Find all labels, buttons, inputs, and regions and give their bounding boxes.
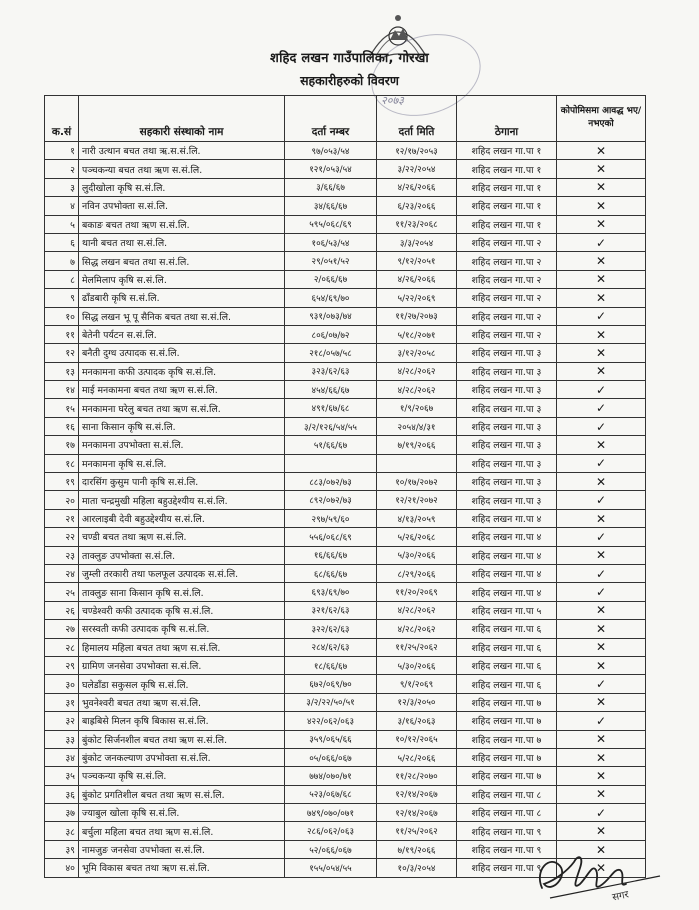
registration-date: ४/२६/२०६६ xyxy=(377,178,457,196)
table-row xyxy=(45,307,646,325)
row-serial-number: ३९ xyxy=(45,840,79,858)
registration-date: ११/२५/२०६२ xyxy=(377,638,457,656)
address: शहिद लखन गा.पा ९ xyxy=(457,859,557,877)
registration-number: ६८/६६/६७ xyxy=(285,564,377,582)
address: शहिद लखन गा.पा ३ xyxy=(457,491,557,509)
table-row xyxy=(45,675,646,693)
copomis-status-mark: ✕ xyxy=(557,509,646,527)
registration-number: २९/०५१/५२ xyxy=(285,252,377,270)
cooperative-name: नारी उत्थान बचत तथा ऋ.स.सं.लि. xyxy=(79,142,285,160)
copomis-status-mark: ✕ xyxy=(557,767,646,785)
registration-number: ६७२/०६९/७० xyxy=(285,675,377,693)
registration-number: ३२१/६२/६३ xyxy=(285,601,377,619)
cooperative-name: दारसिंग कुसुम पानी कृषि स.सं.लि. xyxy=(79,473,285,491)
cooperative-name: मेलमिलाप कृषि स.सं.लि. xyxy=(79,270,285,288)
registration-date: ३/१६/२०६३ xyxy=(377,712,457,730)
copomis-status-mark: ✕ xyxy=(557,546,646,564)
registration-number: २१८/०५७/५८ xyxy=(285,344,377,362)
table-row xyxy=(45,362,646,380)
cooperative-name: बुंकोट सिर्जनशील बचत तथा ऋण स.सं.लि. xyxy=(79,730,285,748)
registration-number: ३/२/२२/५०/५१ xyxy=(285,693,377,711)
table-row xyxy=(45,656,646,674)
table-row xyxy=(45,381,646,399)
registration-date: १०/१२/२०६५ xyxy=(377,730,457,748)
cooperative-name: पञ्चकन्या कृषि स.सं.लि. xyxy=(79,767,285,785)
table-row xyxy=(45,767,646,785)
table-row xyxy=(45,473,646,491)
registration-date: १२/१४/२०६७ xyxy=(377,785,457,803)
copomis-status-mark: ✕ xyxy=(557,840,646,858)
cooperatives-table xyxy=(44,95,646,878)
copomis-status-mark: ✓ xyxy=(557,712,646,730)
stamp-year: २०७३ xyxy=(381,94,404,107)
registration-number: १६/६६/६७ xyxy=(285,546,377,564)
table-row xyxy=(45,252,646,270)
registration-date: ७/१९/२०६६ xyxy=(377,436,457,454)
cooperative-name: भूमि विकास बचत तथा ऋण स.सं.लि. xyxy=(79,859,285,877)
table-row xyxy=(45,583,646,601)
row-serial-number: ३३ xyxy=(45,730,79,748)
row-serial-number: २९ xyxy=(45,656,79,674)
cooperative-name: चण्डेश्वरी कफी उत्पादक कृषि स.सं.लि. xyxy=(79,601,285,619)
table-row xyxy=(45,693,646,711)
registration-number: ०५/०६६/०६७ xyxy=(285,748,377,766)
copomis-status-mark: ✕ xyxy=(557,620,646,638)
cooperative-name: बाह्रबिसे मिलन कृषि बिकास स.सं.लि. xyxy=(79,712,285,730)
copomis-status-mark: ✕ xyxy=(557,270,646,288)
cooperative-name: चण्डी बचत तथा ऋण स.सं.लि. xyxy=(79,528,285,546)
address: शहिद लखन गा.पा ७ xyxy=(457,767,557,785)
copomis-status-mark: ✕ xyxy=(557,785,646,803)
row-serial-number: ९ xyxy=(45,289,79,307)
copomis-status-mark: ✕ xyxy=(557,730,646,748)
registration-number: ६९३/६९/७० xyxy=(285,583,377,601)
address: शहिद लखन गा.पा १ xyxy=(457,178,557,196)
copomis-status-mark: ✓ xyxy=(557,417,646,435)
copomis-status-mark: ✓ xyxy=(557,804,646,822)
row-serial-number: १७ xyxy=(45,436,79,454)
address: शहिद लखन गा.पा २ xyxy=(457,307,557,325)
table-row xyxy=(45,270,646,288)
table-row xyxy=(45,601,646,619)
table-row xyxy=(45,344,646,362)
registration-number: ९३१/०७३/७४ xyxy=(285,307,377,325)
registration-date: २०५४/४/३१ xyxy=(377,417,457,435)
address: शहिद लखन गा.पा ३ xyxy=(457,436,557,454)
address: शहिद लखन गा.पा १ xyxy=(457,142,557,160)
document-subtitle: सहकारीहरुको विवरण xyxy=(300,73,399,88)
address: शहिद लखन गा.पा ७ xyxy=(457,712,557,730)
cooperative-name: बुंकोट प्रगतिशील बचत तथा ऋण स.सं.लि. xyxy=(79,785,285,803)
row-serial-number: ३१ xyxy=(45,693,79,711)
cooperative-name: साना किसान कृषि स.सं.लि. xyxy=(79,417,285,435)
table-row xyxy=(45,233,646,251)
copomis-status-mark: ✕ xyxy=(557,344,646,362)
address: शहिद लखन गा.पा ६ xyxy=(457,620,557,638)
registration-number: ३२३/६२/६३ xyxy=(285,362,377,380)
cooperative-name: बनैती दुग्ध उत्पादक स.सं.लि. xyxy=(79,344,285,362)
registration-number: ३/२/१२६/५४/५५ xyxy=(285,417,377,435)
registration-date: १०/१७/२०७२ xyxy=(377,473,457,491)
registration-date: १२/१४/२०६७ xyxy=(377,804,457,822)
address: शहिद लखन गा.पा ३ xyxy=(457,344,557,362)
cooperative-name: मनकामना घरेलु बचत तथा ऋण स.सं.लि. xyxy=(79,399,285,417)
registration-date: ४/२८/२०६२ xyxy=(377,362,457,380)
registration-date: ५/२६/२०६८ xyxy=(377,528,457,546)
copomis-status-mark: ✕ xyxy=(557,436,646,454)
registration-number: ५९५/०६८/६९ xyxy=(285,215,377,233)
row-serial-number: १२ xyxy=(45,344,79,362)
cooperative-name: सरस्वती कफी उत्पादक कृषि स.सं.लि. xyxy=(79,620,285,638)
copomis-status-mark: ✕ xyxy=(557,215,646,233)
address: शहिद लखन गा.पा ३ xyxy=(457,417,557,435)
address: शहिद लखन गा.पा ४ xyxy=(457,546,557,564)
address: शहिद लखन गा.पा ९ xyxy=(457,822,557,840)
registration-number: ९७/०५३/५४ xyxy=(285,142,377,160)
row-serial-number: २६ xyxy=(45,601,79,619)
document-title: शहिद लखन गाउँपालिका, गोरखा xyxy=(270,51,429,66)
address: शहिद लखन गा.पा ४ xyxy=(457,564,557,582)
address: शहिद लखन गा.पा ३ xyxy=(457,473,557,491)
registration-date: ७/१९/२०६६ xyxy=(377,840,457,858)
row-serial-number: ५ xyxy=(45,215,79,233)
registration-date: ३/३/२०५४ xyxy=(377,233,457,251)
table-row xyxy=(45,564,646,582)
registration-date: ६/२३/२०६६ xyxy=(377,197,457,215)
registration-date: १२/१७/२०५३ xyxy=(377,142,457,160)
copomis-status-mark: ✕ xyxy=(557,656,646,674)
row-serial-number: ३० xyxy=(45,675,79,693)
address: शहिद लखन गा.पा ७ xyxy=(457,693,557,711)
row-serial-number: ३६ xyxy=(45,785,79,803)
registration-number: २/०६६/६७ xyxy=(285,270,377,288)
registration-number: ८०६/०७/७२ xyxy=(285,325,377,343)
cooperative-name: पञ्चकन्या बचत तथा ऋण स.सं.लि. xyxy=(79,160,285,178)
address: शहिद लखन गा.पा ८ xyxy=(457,804,557,822)
address: शहिद लखन गा.पा ७ xyxy=(457,748,557,766)
address: शहिद लखन गा.पा ३ xyxy=(457,399,557,417)
copomis-status-mark: ✓ xyxy=(557,381,646,399)
cooperative-name: आरलाइबी देवी बहुउद्देश्यीय स.सं.लि. xyxy=(79,509,285,527)
cooperative-name: हिमालय महिला बचत तथा ऋण स.सं.लि. xyxy=(79,638,285,656)
registration-date: ५/२८/२०६६ xyxy=(377,748,457,766)
copomis-status-mark: ✓ xyxy=(557,528,646,546)
signature-caption: सगर xyxy=(611,889,630,904)
address: शहिद लखन गा.पा ६ xyxy=(457,675,557,693)
table-row xyxy=(45,546,646,564)
row-serial-number: १८ xyxy=(45,454,79,472)
table-row xyxy=(45,785,646,803)
registration-date: ११/२८/२०७० xyxy=(377,767,457,785)
cooperative-name: लुदीखोला कृषि स.सं.लि. xyxy=(79,178,285,196)
registration-date: १२/२१/२०७२ xyxy=(377,491,457,509)
registration-number: १५५/०५४/५५ xyxy=(285,859,377,877)
row-serial-number: १९ xyxy=(45,473,79,491)
copomis-status-mark: ✕ xyxy=(557,859,646,877)
copomis-status-mark: ✕ xyxy=(557,197,646,215)
registration-date: ११/२३/२०६८ xyxy=(377,215,457,233)
copomis-status-mark: ✓ xyxy=(557,307,646,325)
table-row xyxy=(45,142,646,160)
cooperative-name: सिद्ध लखन बचत तथा स.सं.लि. xyxy=(79,252,285,270)
cooperative-name: बकाङ बचत तथा ऋण स.सं.लि. xyxy=(79,215,285,233)
table-row xyxy=(45,804,646,822)
address: शहिद लखन गा.पा ३ xyxy=(457,454,557,472)
copomis-status-mark: ✓ xyxy=(557,491,646,509)
table-row xyxy=(45,528,646,546)
copomis-status-mark: ✕ xyxy=(557,252,646,270)
copomis-status-mark: ✕ xyxy=(557,693,646,711)
row-serial-number: ३ xyxy=(45,178,79,196)
registration-number: ४२२/०६२/०६३ xyxy=(285,712,377,730)
cooperative-name: नविन उपभोक्ता स.सं.लि. xyxy=(79,197,285,215)
copomis-status-mark: ✕ xyxy=(557,289,646,307)
registration-date: ४/२८/२०६२ xyxy=(377,381,457,399)
registration-date: ९/१२/२०५१ xyxy=(377,252,457,270)
cooperative-name: सिद्ध लखन भू पू सैनिक बचत तथा स.सं.लि. xyxy=(79,307,285,325)
table-row xyxy=(45,399,646,417)
table-row xyxy=(45,289,646,307)
row-serial-number: १३ xyxy=(45,362,79,380)
address: शहिद लखन गा.पा ३ xyxy=(457,362,557,380)
row-serial-number: २ xyxy=(45,160,79,178)
registration-date: ११/२७/२०७३ xyxy=(377,307,457,325)
registration-number: १८/६६/६७ xyxy=(285,656,377,674)
cooperative-name: मनकामना उपभोक्ता स.सं.लि. xyxy=(79,436,285,454)
address: शहिद लखन गा.पा १ xyxy=(457,197,557,215)
column-header-reg-number: दर्ता नम्बर xyxy=(285,96,377,142)
table-row xyxy=(45,730,646,748)
registration-number: ५२३/०६७/६८ xyxy=(285,785,377,803)
table-row xyxy=(45,620,646,638)
copomis-status-mark: ✕ xyxy=(557,325,646,343)
registration-date: ११/२०/२०६९ xyxy=(377,583,457,601)
address: शहिद लखन गा.पा ३ xyxy=(457,381,557,399)
registration-number: ३५९/०६५/६६ xyxy=(285,730,377,748)
row-serial-number: २५ xyxy=(45,583,79,601)
row-serial-number: ८ xyxy=(45,270,79,288)
registration-number: ७४९/०७०/०७१ xyxy=(285,804,377,822)
copomis-status-mark: ✕ xyxy=(557,748,646,766)
table-row xyxy=(45,638,646,656)
row-serial-number: २८ xyxy=(45,638,79,656)
address: शहिद लखन गा.पा २ xyxy=(457,270,557,288)
address: शहिद लखन गा.पा २ xyxy=(457,289,557,307)
registration-date xyxy=(377,454,457,472)
address: शहिद लखन गा.पा २ xyxy=(457,325,557,343)
cooperative-name: बेतेनी पर्यटन स.सं.लि. xyxy=(79,325,285,343)
cooperative-name: ताक्लुङ उपभोक्ता स.सं.लि. xyxy=(79,546,285,564)
address: शहिद लखन गा.पा ४ xyxy=(457,509,557,527)
registration-number xyxy=(285,454,377,472)
address: शहिद लखन गा.पा ६ xyxy=(457,656,557,674)
cooperative-name: माई मनकामना बचत तथा ऋण स.सं.लि. xyxy=(79,381,285,399)
registration-date: १०/३/२०५४ xyxy=(377,859,457,877)
copomis-status-mark: ✕ xyxy=(557,638,646,656)
table-row xyxy=(45,822,646,840)
copomis-status-mark: ✕ xyxy=(557,601,646,619)
address: शहिद लखन गा.पा ६ xyxy=(457,638,557,656)
registration-date: ११/२५/२०६२ xyxy=(377,822,457,840)
address: शहिद लखन गा.पा २ xyxy=(457,233,557,251)
table-row xyxy=(45,748,646,766)
table-row xyxy=(45,325,646,343)
table-row xyxy=(45,491,646,509)
registration-number: ५१/६६/६७ xyxy=(285,436,377,454)
column-header-address: ठेगाना xyxy=(457,96,557,142)
registration-date: १/९/२०६७ xyxy=(377,399,457,417)
table-row xyxy=(45,436,646,454)
cooperative-name: मनकामना कफी उत्पादक कृषि स.सं.लि. xyxy=(79,362,285,380)
registration-date: ३/२२/२०५४ xyxy=(377,160,457,178)
registration-date: ४/२६/२०६६ xyxy=(377,270,457,288)
registration-number: ६५४/६९/७० xyxy=(285,289,377,307)
copomis-status-mark: ✓ xyxy=(557,675,646,693)
table-row xyxy=(45,178,646,196)
address: शहिद लखन गा.पा ९ xyxy=(457,840,557,858)
registration-date: ५/१८/२०७१ xyxy=(377,325,457,343)
table-header-row xyxy=(45,96,646,142)
row-serial-number: १ xyxy=(45,142,79,160)
row-serial-number: ३७ xyxy=(45,804,79,822)
registration-date: १२/३/२०५० xyxy=(377,693,457,711)
copomis-status-mark: ✓ xyxy=(557,233,646,251)
registration-number: १२१/०५३/५४ xyxy=(285,160,377,178)
registration-date: ९/१/२०६९ xyxy=(377,675,457,693)
registration-date: ८/२९/२०६६ xyxy=(377,564,457,582)
copomis-status-mark: ✕ xyxy=(557,142,646,160)
registration-number: ४९१/६७/६८ xyxy=(285,399,377,417)
column-header-name: सहकारी संस्थाको नाम xyxy=(79,96,285,142)
address: शहिद लखन गा.पा ४ xyxy=(457,528,557,546)
column-header-sn: क.सं xyxy=(45,96,79,142)
address: शहिद लखन गा.पा २ xyxy=(457,252,557,270)
cooperative-name: बर्चुला महिला बचत तथा ऋण स.सं.लि. xyxy=(79,822,285,840)
table-row xyxy=(45,509,646,527)
row-serial-number: १० xyxy=(45,307,79,325)
registration-date: ४/२८/२०६२ xyxy=(377,620,457,638)
table-row xyxy=(45,712,646,730)
cooperative-name: मनकामना कृषि स.सं.लि. xyxy=(79,454,285,472)
registration-date: ५/३०/२०६६ xyxy=(377,656,457,674)
registration-date: ३/१२/२०५८ xyxy=(377,344,457,362)
cooperative-name: ढाँडबारी कृषि स.सं.लि. xyxy=(79,289,285,307)
cooperative-name: नामजुङ जनसेवा उपभोक्ता स.सं.लि. xyxy=(79,840,285,858)
row-serial-number: २४ xyxy=(45,564,79,582)
row-serial-number: ७ xyxy=(45,252,79,270)
signature xyxy=(530,840,690,910)
cooperative-name: घलेडाँडा सकुसल कृषि स.सं.लि. xyxy=(79,675,285,693)
cooperative-name: भुवनेश्वरी बचत तथा ऋण स.सं.लि. xyxy=(79,693,285,711)
registration-number: ८८३/०७२/७३ xyxy=(285,473,377,491)
row-serial-number: ११ xyxy=(45,325,79,343)
copomis-status-mark: ✕ xyxy=(557,178,646,196)
row-serial-number: ३८ xyxy=(45,822,79,840)
address: शहिद लखन गा.पा ५ xyxy=(457,601,557,619)
table-row xyxy=(45,197,646,215)
copomis-status-mark: ✕ xyxy=(557,473,646,491)
row-serial-number: १४ xyxy=(45,381,79,399)
column-header-copomis-status: कोपोमिसमा आवद्ध भए/नभएको xyxy=(557,96,646,142)
cooperative-name: बुंकोट जनकल्याण उपभोक्ता स.सं.लि. xyxy=(79,748,285,766)
copomis-status-mark: ✓ xyxy=(557,583,646,601)
copomis-status-mark: ✕ xyxy=(557,160,646,178)
copomis-status-mark: ✓ xyxy=(557,454,646,472)
cooperative-name: ताक्लुङ साना किसान कृषि स.सं.लि. xyxy=(79,583,285,601)
registration-number: २९७/५९/६० xyxy=(285,509,377,527)
row-serial-number: २७ xyxy=(45,620,79,638)
row-serial-number: ४० xyxy=(45,859,79,877)
registration-date: ५/२२/२०६९ xyxy=(377,289,457,307)
registration-number: १०६/५३/५४ xyxy=(285,233,377,251)
registration-number: २८४/६२/६३ xyxy=(285,638,377,656)
registration-number: ८९२/०७२/७३ xyxy=(285,491,377,509)
row-serial-number: ३५ xyxy=(45,767,79,785)
registration-date: ४/१३/२०५९ xyxy=(377,509,457,527)
row-serial-number: २२ xyxy=(45,528,79,546)
cooperative-name: माता चन्द्रमुखी महिला बहुउद्देश्यीय स.सं.लि. xyxy=(79,491,285,509)
copomis-status-mark: ✕ xyxy=(557,822,646,840)
row-serial-number: ६ xyxy=(45,233,79,251)
registration-number: २८६/०६२/०६३ xyxy=(285,822,377,840)
table-row xyxy=(45,215,646,233)
table-row xyxy=(45,160,646,178)
cooperative-name: थानी बचत तथा स.सं.लि. xyxy=(79,233,285,251)
row-serial-number: १६ xyxy=(45,417,79,435)
registration-number: ४५४/६६/६७ xyxy=(285,381,377,399)
address: शहिद लखन गा.पा १ xyxy=(457,215,557,233)
row-serial-number: ३४ xyxy=(45,748,79,766)
registration-number: ७७४/०७०/७१ xyxy=(285,767,377,785)
registration-number: ५५६/०६८/६९ xyxy=(285,528,377,546)
address: शहिद लखन गा.पा ७ xyxy=(457,730,557,748)
cooperative-name: ग्रामिण जनसेवा उपभोक्ता स.सं.लि. xyxy=(79,656,285,674)
row-serial-number: १५ xyxy=(45,399,79,417)
registration-number: ३२२/६२/६३ xyxy=(285,620,377,638)
address: शहिद लखन गा.पा ८ xyxy=(457,785,557,803)
table-row xyxy=(45,454,646,472)
row-serial-number: २३ xyxy=(45,546,79,564)
cooperative-name: ज्याबुल खोला कृषि स.सं.लि. xyxy=(79,804,285,822)
registration-date: ५/३०/२०६६ xyxy=(377,546,457,564)
registration-number: ३/६६/६७ xyxy=(285,178,377,196)
table-row xyxy=(45,417,646,435)
row-serial-number: ३२ xyxy=(45,712,79,730)
registration-date: ४/२८/२०६२ xyxy=(377,601,457,619)
column-header-reg-date: दर्ता मिति xyxy=(377,96,457,142)
address: शहिद लखन गा.पा १ xyxy=(457,160,557,178)
row-serial-number: २१ xyxy=(45,509,79,527)
copomis-status-mark: ✓ xyxy=(557,564,646,582)
registration-number: ३४/६६/६७ xyxy=(285,197,377,215)
copomis-status-mark: ✓ xyxy=(557,399,646,417)
row-serial-number: २० xyxy=(45,491,79,509)
registration-number: ५२/०६६/०६७ xyxy=(285,840,377,858)
address: शहिद लखन गा.पा ४ xyxy=(457,583,557,601)
copomis-status-mark: ✕ xyxy=(557,362,646,380)
row-serial-number: ४ xyxy=(45,197,79,215)
cooperative-name: जुम्ली तरकारी तथा फलफूल उत्पादक स.सं.लि. xyxy=(79,564,285,582)
